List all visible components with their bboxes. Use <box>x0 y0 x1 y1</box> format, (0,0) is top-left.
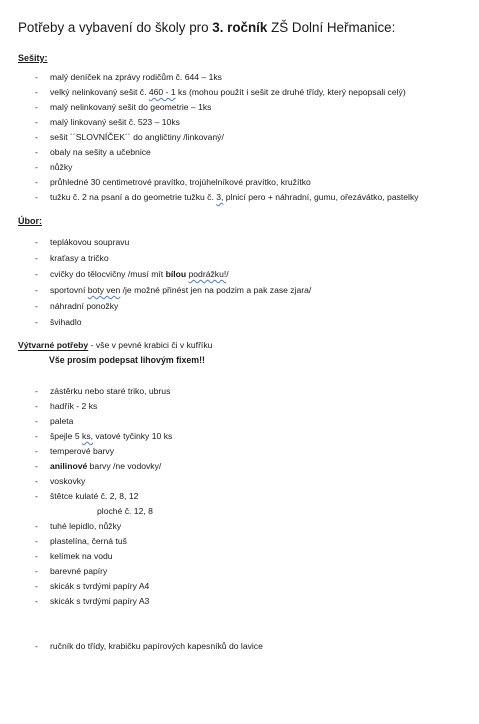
list-item: malý deníček na zprávy rodičům č. 644 – 1ks <box>50 72 222 82</box>
list-item: plastelína, černá tuš <box>50 536 127 546</box>
list-item: tuhé lepidlo, nůžky <box>50 521 122 531</box>
list-dash: - <box>35 301 38 311</box>
list-item: kelímek na vodu <box>50 551 113 561</box>
list-item: kraťasy a tričko <box>50 253 109 263</box>
list-dash: - <box>35 596 38 606</box>
list-dash: - <box>35 446 38 456</box>
list-dash: - <box>35 269 38 279</box>
list-dash: - <box>35 253 38 263</box>
list-item: štětce kulaté č. 2, 8, 12 <box>50 491 139 501</box>
list-item: obaly na sešity a učebnice <box>50 147 151 157</box>
list-item: paleta <box>50 416 74 426</box>
list-dash: - <box>35 147 38 157</box>
list-dash: - <box>35 401 38 411</box>
list-item: temperové barvy <box>50 446 115 456</box>
list-item: sešit ´´SLOVNÍČEK´´ do angličtiny /linkovaný/ <box>50 132 224 142</box>
list-dash: - <box>35 521 38 531</box>
list-item: tužku č. 2 na psaní a do geometrie tužku č. 3, plnicí pero + náhradní, gumu, ořezávátko, pastelky <box>50 192 419 202</box>
list-item: špejle 5 ks, vatové tyčinky 10 ks <box>50 431 173 441</box>
list-dash: - <box>35 102 38 112</box>
title-grade: 3. ročník <box>212 20 268 35</box>
list-item: malý linkovaný sešit č. 523 – 10ks <box>50 117 180 127</box>
page-title <box>18 20 395 35</box>
list-item: zástěrku nebo staré triko, ubrus <box>50 386 171 396</box>
list-item: velký nelinkovaný sešit č. 460 - 1 ks (mohou použít i sešit ze druhé třídy, který nepopsali celý) <box>50 87 406 97</box>
list-dash: - <box>35 192 38 202</box>
list-dash: - <box>35 416 38 426</box>
list-dash: - <box>35 317 38 327</box>
section-heading-vytvarne: Výtvarné potřeby - vše v pevné krabici či v kufříku <box>18 340 213 350</box>
list-dash: - <box>35 476 38 486</box>
list-dash: - <box>35 581 38 591</box>
list-item: hadřík - 2 ks <box>50 401 98 411</box>
list-dash: - <box>35 72 38 82</box>
list-item: teplákovou soupravu <box>50 237 130 247</box>
list-dash: - <box>35 566 38 576</box>
list-dash: - <box>35 536 38 546</box>
list-item: sportovní boty ven /je možné přinést jen na podzim a pak zase zjara/ <box>50 285 312 295</box>
list-dash: - <box>35 237 38 247</box>
list-item: náhradní ponožky <box>50 301 119 311</box>
signing-note: Vše prosím podepsat lihovým fixem!! <box>49 355 205 365</box>
list-dash: - <box>35 285 38 295</box>
list-item: cvičky do tělocvičny /musí mít bílou podrážku!/ <box>50 269 229 279</box>
list-item: skicák s tvrdými papíry A4 <box>50 581 150 591</box>
title-prefix: Potřeby a vybavení do školy pro <box>18 20 213 35</box>
section-heading-sesity: Sešity: <box>18 53 48 63</box>
list-item: malý nelinkovaný sešit do geometrie – 1ks <box>50 102 212 112</box>
list-item: nůžky <box>50 162 73 172</box>
list-item: ručník do třídy, krabičku papírových kapesníků do lavice <box>50 641 263 651</box>
list-dash: - <box>35 117 38 127</box>
section-heading-ubor: Úbor: <box>18 216 42 226</box>
title-suffix: ZŠ Dolní Heřmanice: <box>267 20 396 35</box>
list-dash: - <box>35 431 38 441</box>
list-dash: - <box>35 132 38 142</box>
list-dash: - <box>35 162 38 172</box>
list-dash: - <box>35 177 38 187</box>
list-subitem: ploché č. 12, 8 <box>97 506 153 516</box>
list-dash: - <box>35 461 38 471</box>
list-item: anilinové barvy /ne vodovky/ <box>50 461 162 471</box>
list-dash: - <box>35 641 38 651</box>
list-dash: - <box>35 551 38 561</box>
list-dash: - <box>35 491 38 501</box>
list-item: průhledné 30 centimetrové pravítko, trojúhelníkové pravítko, kružítko <box>50 177 311 187</box>
list-item: barevné papíry <box>50 566 108 576</box>
list-item: skicák s tvrdými papíry A3 <box>50 596 150 606</box>
list-item: voskovky <box>50 476 86 486</box>
list-item: švihadlo <box>50 317 82 327</box>
list-dash: - <box>35 386 38 396</box>
list-dash: - <box>35 87 38 97</box>
